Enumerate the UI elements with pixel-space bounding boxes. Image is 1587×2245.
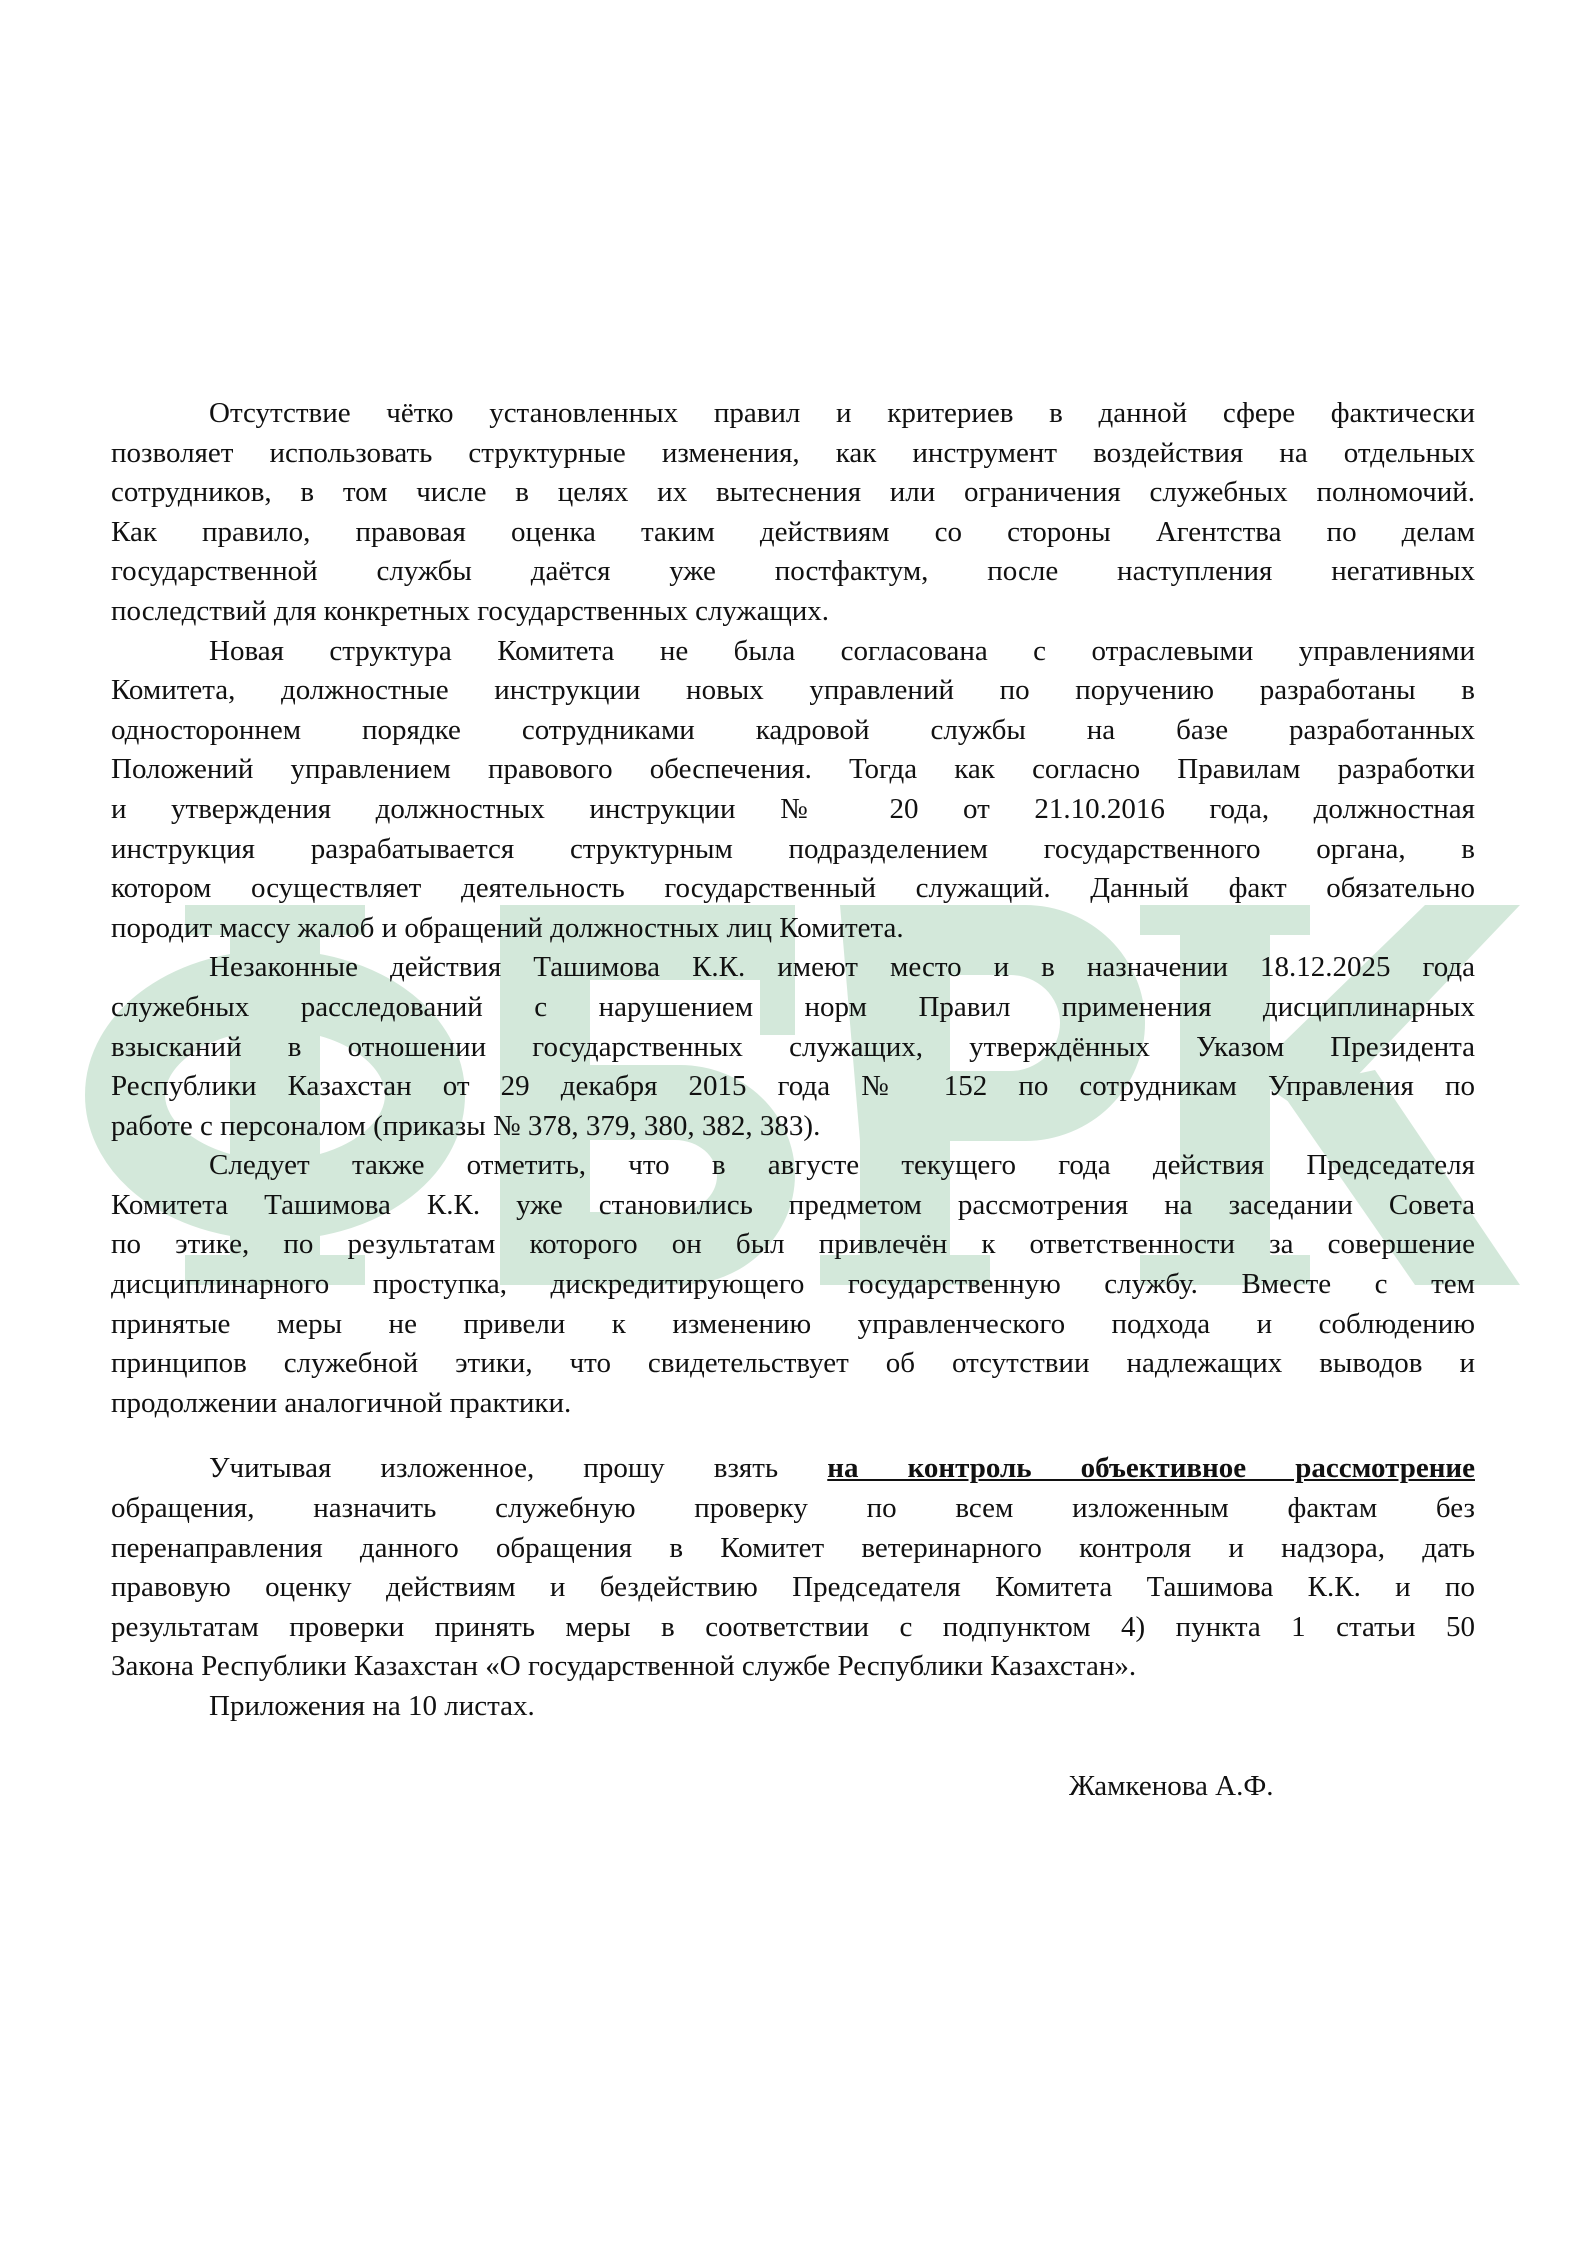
text-line: Комитета Ташимова К.К. уже становились предметом рассмотрения на заседании Совета <box>111 1188 1475 1221</box>
paragraph <box>111 394 1475 632</box>
text-line: и утверждения должностных инструкции № 20 от 21.10.2016 года, должностная <box>111 792 1475 825</box>
paragraph <box>111 948 1475 1146</box>
text-line: последствий для конкретных государственных служащих. <box>111 594 830 627</box>
text-line: одностороннем порядке сотрудниками кадровой службы на базе разработанных <box>111 713 1475 746</box>
text-line: по этике, по результатам которого он был привлечён к ответственности за совершение <box>111 1228 1475 1261</box>
text-line: породит массу жалоб и обращений должностных лиц Комитета. <box>111 911 904 944</box>
text-line: принципов служебной этики, что свидетельствует об отсутствии надлежащих выводов и <box>111 1347 1475 1380</box>
request-paragraph <box>111 1449 1475 1687</box>
request-emphasis: на контроль объективное рассмотрение <box>827 1452 1475 1485</box>
text-line: Положений управлением правового обеспечения. Тогда как согласно Правилам разработки <box>111 753 1475 786</box>
paragraph <box>111 632 1475 949</box>
text-line: служебных расследований с нарушением норм Правил применения дисциплинарных <box>111 990 1475 1023</box>
text-line: Комитета, должностные инструкции новых управлений по поручению разработаны в <box>111 674 1475 707</box>
text-line: продолжении аналогичной практики. <box>111 1386 572 1419</box>
text-line: Отсутствие чётко установленных правил и критериев в данной сфере фактически <box>209 397 1475 429</box>
text-line: Закона Республики Казахстан «О государственной службе Республики Казахстан». <box>111 1650 1137 1683</box>
text-line: обращения, назначить служебную проверку по всем изложенным фактам без <box>111 1492 1475 1525</box>
text-line: Республики Казахстан от 29 декабря 2015 года № 152 по сотрудникам Управления по <box>111 1070 1475 1103</box>
text-line <box>111 1449 1475 1489</box>
text-line: Как правило, правовая оценка таким действиям со стороны Агентства по делам <box>111 515 1475 548</box>
text-line: Новая структура Комитета не была согласована с отраслевыми управлениями <box>209 634 1475 667</box>
text-line: Незаконные действия Ташимова К.К. имеют место и в назначении 18.12.2025 года <box>209 951 1475 984</box>
signature: Жамкенова А.Ф. <box>1069 1769 1274 1802</box>
text-line: Следует также отметить, что в августе текущего года действия Председателя <box>209 1149 1475 1182</box>
text-line: результатам проверки принять меры в соответствии с подпунктом 4) пункта 1 статьи 50 <box>111 1610 1475 1643</box>
text-line: инструкция разрабатывается структурным подразделением государственного органа, в <box>111 832 1475 865</box>
text-line: котором осуществляет деятельность государственный служащий. Данный факт обязательно <box>111 872 1475 905</box>
signature-gap <box>111 1727 1475 1767</box>
text-line: позволяет использовать структурные изменения, как инструмент воздействия на отдельных <box>111 436 1475 469</box>
text-line: взысканий в отношении государственных служащих, утверждённых Указом Президента <box>111 1030 1475 1063</box>
text-line: принятые меры не привели к изменению управленческого подхода и соблюдению <box>111 1307 1475 1340</box>
text-line: перенаправления данного обращения в Комитет ветеринарного контроля и надзора, дать <box>111 1531 1475 1564</box>
text-line: работе с персоналом (приказы № 378, 379, 380, 382, 383). <box>111 1109 821 1142</box>
text-line: государственной службы даётся уже постфактум, после наступления негативных <box>111 555 1475 588</box>
paragraph <box>111 1146 1475 1423</box>
text-line: сотрудников, в том числе в целях их вытеснения или ограничения служебных полномочий. <box>111 476 1475 509</box>
text-line: правовую оценку действиям и бездействию Председателя Комитета Ташимова К.К. и по <box>111 1571 1475 1604</box>
paragraph-gap <box>111 1423 1475 1449</box>
document-body <box>111 394 1475 1806</box>
attachments-note: Приложения на 10 листах. <box>209 1690 535 1722</box>
request-lead: Учитывая изложенное, прошу взять <box>209 1452 828 1485</box>
text-line: дисциплинарного проступка, дискредитирующего государственную службу. Вместе с тем <box>111 1268 1475 1301</box>
